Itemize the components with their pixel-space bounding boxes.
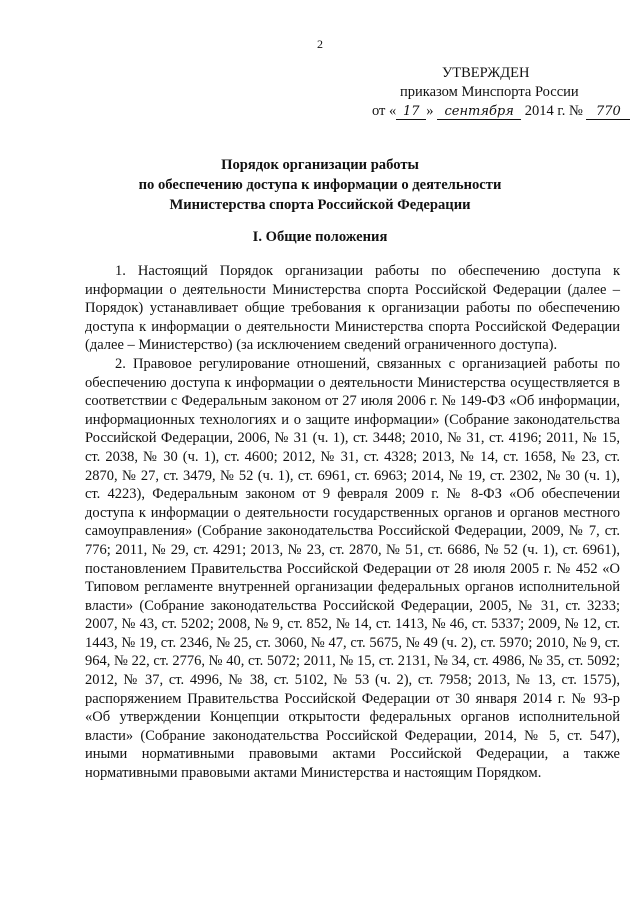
date-prefix: от « — [372, 103, 397, 119]
approval-stamp — [372, 64, 622, 121]
approval-date-line — [372, 102, 622, 121]
title-line-2: по обеспечению доступа к информации о деятельности — [138, 177, 502, 193]
title-line-1: Порядок организации работы — [221, 157, 419, 173]
approval-order: приказом Минспорта России — [400, 84, 579, 100]
document-title — [0, 155, 640, 215]
handwritten-day: 17 — [396, 104, 426, 120]
page-number: 2 — [317, 37, 323, 51]
date-mid: » — [426, 103, 434, 119]
body-text — [85, 262, 620, 783]
year-text: 2014 г. № — [524, 103, 583, 119]
handwritten-month: сентября — [437, 104, 521, 120]
title-line-3: Министерства спорта Российской Федерации — [169, 197, 471, 213]
approval-title: УТВЕРЖДЕН — [442, 65, 530, 81]
section-heading: I. Общие положения — [252, 229, 388, 245]
paragraph-1: 1. Настоящий Порядок организации работы по обеспечению доступа к информации о деятельности Министерства спорта Российской Федерации (далее – Порядок) устанавливает общие требования к организации работы по обеспечению доступа к информации о деятельности Министерства спорта Российской Федерации (далее – Министерство) (за исключением сведений ограниченного доступа). — [85, 263, 620, 354]
paragraph-2: 2. Правовое регулирование отношений, связанных с организацией работы по обеспечению доступа к информации о деятельности Министерства осуществляется в соответствии с Федеральным законом от 27 июля 2006 г. № 149-ФЗ «Об информации, информационных технологиях и о защите информации» (Собрание законодательства Российской Федерации, 2006, № 31 (ч. 1), ст. 3448; 2010, № 31, ст. 4196; 2011, № 15, ст. 2038, № 30 (ч. 1), ст. 4600; 2012, № 31, ст. 4328; 2013, № 14, ст. 1658, № 23, ст. 2870, № 27, ст. 3479, № 52 (ч. 1), ст. 6961, ст. 6963; 2014, № 19, ст. 2302, № 30 (ч. 1), ст. 4223), Федеральным законом от 9 февраля 2009 г. № 8-ФЗ «Об обеспечении доступа к информации о деятельности государственных органов и органов местного самоуправления» (Собрание законодательства Российской Федерации, 2009, № 7, ст. 776; 2011, № 29, ст. 4291; 2013, № 23, ст. 2870, № 51, ст. 6686, № 52 (ч. 1), ст. 6961), постановлением Правительства Российской Федерации от 28 июля 2005 г. № 452 «О Типовом регламенте внутренней организации федеральных органов исполнительной власти» (Собрание законодательства Российской Федерации, 2005, № 31, ст. 3233; 2007, № 43, ст. 5202; 2008, № 9, ст. 852, № 14, ст. 1413, № 46, ст. 5337; 2009, № 12, ст. 1443, № 19, ст. 2346, № 25, ст. 3060, № 47, ст. 5675, № 49 (ч. 2), ст. 5970; 2010, № 9, ст. 964, № 22, ст. 2776, № 40, ст. 5072; 2011, № 15, ст. 2131, № 34, ст. 4986, № 35, ст. 5092; 2012, № 37, ст. 4996, № 38, ст. 5102, № 53 (ч. 2), ст. 7958; 2013, № 13, ст. 1575), распоряжением Правительства Российской Федерации от 30 января 2014 г. № 93-р «Об утверждении Концепции открытости федеральных органов исполнительной власти» (Собрание законодательства Российской Федерации, 2014, № 5, ст. 547), иными нормативными правовыми актами Российской Федерации, а также нормативными правовыми актами Министерства и настоящим Порядком. — [85, 355, 620, 782]
handwritten-order-number: 770 — [586, 104, 630, 120]
